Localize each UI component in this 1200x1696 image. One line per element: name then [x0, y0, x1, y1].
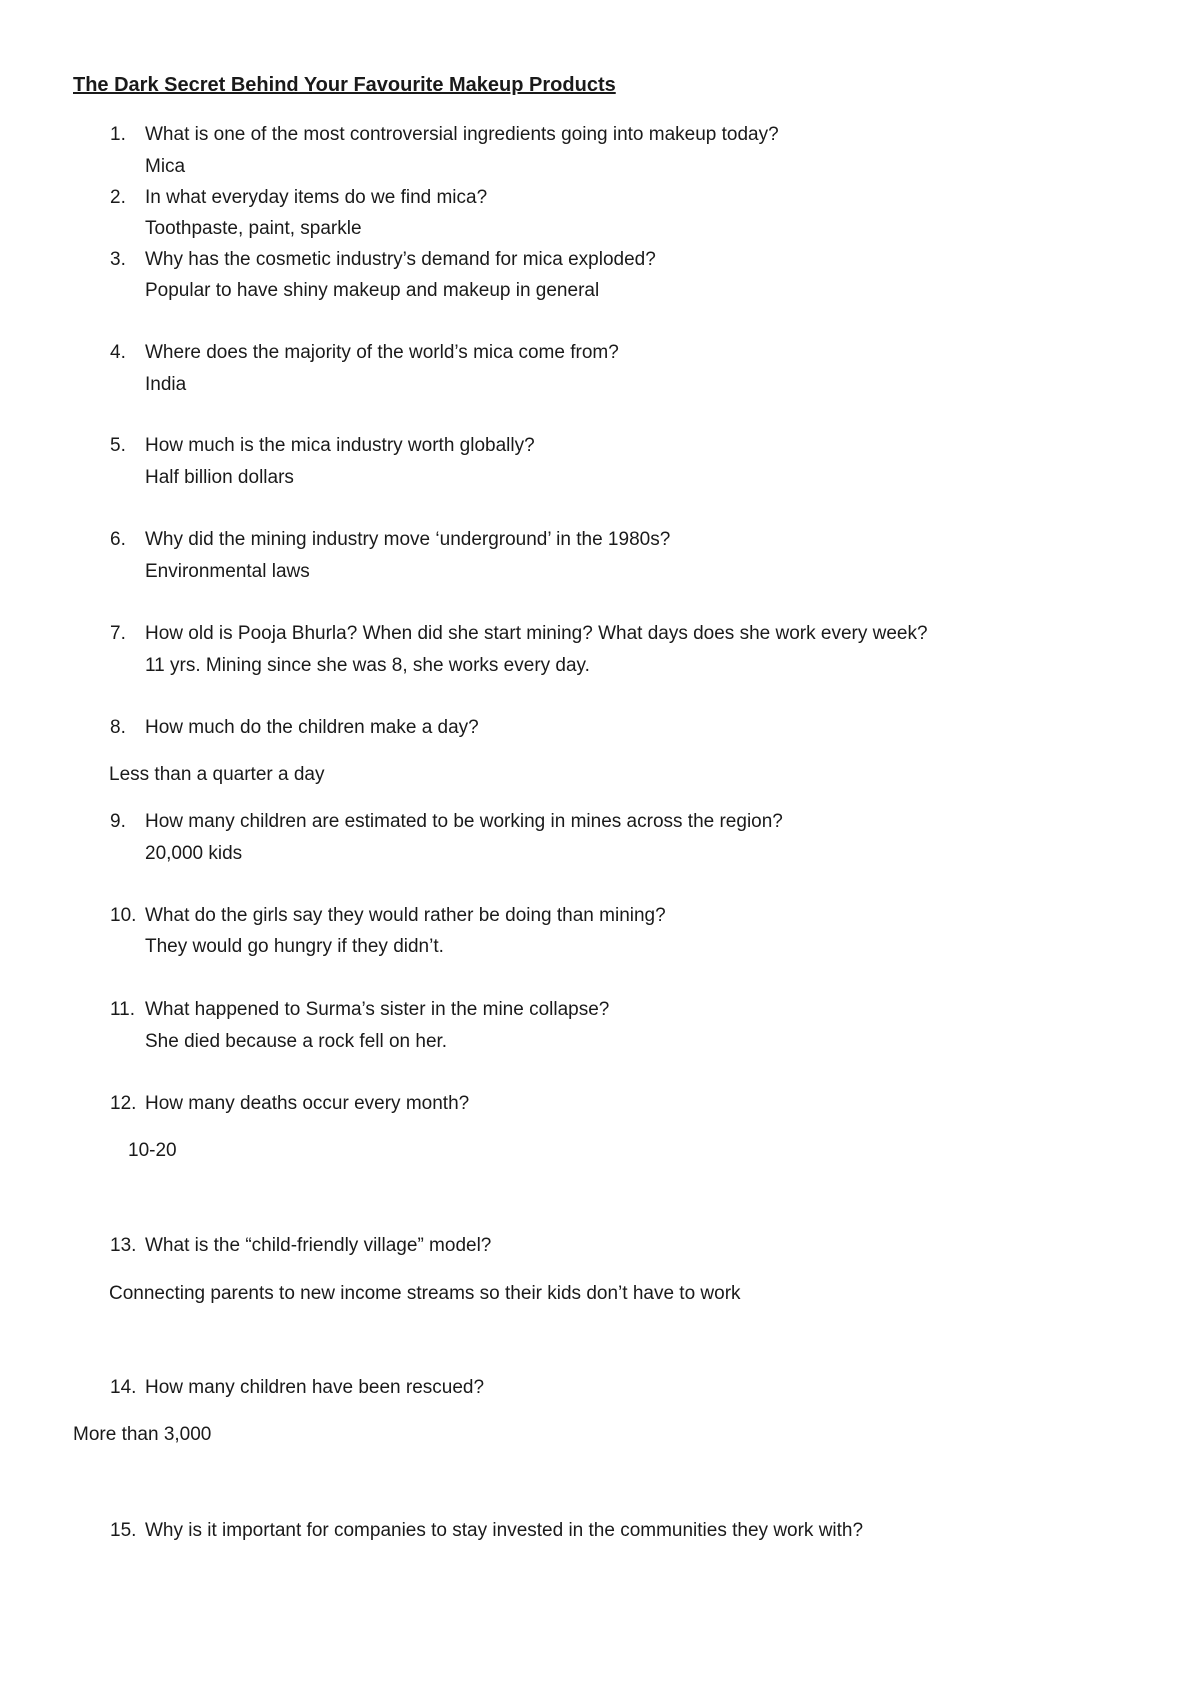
question-text: How many children have been rescued?: [145, 1377, 485, 1398]
question-text: How many children are estimated to be working in mines across the region?: [145, 811, 783, 832]
answer-text: They would go hungry if they didn’t.: [145, 936, 444, 957]
item-number: 15.: [110, 1520, 137, 1541]
answer-text: 10-20: [128, 1140, 177, 1161]
item-number: 2.: [110, 187, 126, 208]
item-number: 1.: [110, 124, 126, 145]
item-number: 13.: [110, 1235, 137, 1256]
item-number: 4.: [110, 342, 126, 363]
item-number: 5.: [110, 435, 126, 456]
item-number: 12.: [110, 1093, 137, 1114]
question-text: Where does the majority of the world’s mica come from?: [145, 342, 619, 363]
question-text: How much do the children make a day?: [145, 717, 479, 738]
item-number: 3.: [110, 249, 126, 270]
item-number: 14.: [110, 1377, 137, 1398]
question-text: Why has the cosmetic industry’s demand for mica exploded?: [145, 249, 656, 270]
item-number: 11.: [110, 999, 136, 1020]
question-text: What do the girls say they would rather be doing than mining?: [145, 905, 666, 926]
item-number: 6.: [110, 529, 126, 550]
question-text: What happened to Surma’s sister in the mine collapse?: [145, 999, 610, 1020]
answer-text: More than 3,000: [73, 1424, 212, 1445]
question-text: How old is Pooja Bhurla? When did she start mining? What days does she work every week?: [145, 623, 928, 644]
question-text: What is one of the most controversial ingredients going into makeup today?: [145, 124, 779, 145]
item-number: 7.: [110, 623, 126, 644]
question-text: How much is the mica industry worth globally?: [145, 435, 535, 456]
answer-text: Toothpaste, paint, sparkle: [145, 218, 362, 239]
question-text: What is the “child-friendly village” model?: [145, 1235, 492, 1256]
answer-text: Mica: [145, 156, 186, 177]
answer-text: Half billion dollars: [145, 467, 294, 488]
question-text: In what everyday items do we find mica?: [145, 187, 488, 208]
question-text: Why did the mining industry move ‘underground’ in the 1980s?: [145, 529, 671, 550]
answer-text: 20,000 kids: [145, 843, 243, 864]
item-number: 8.: [110, 717, 126, 738]
answer-text: Connecting parents to new income streams so their kids don’t have to work: [109, 1283, 741, 1304]
answer-text: India: [145, 374, 187, 395]
question-text: How many deaths occur every month?: [145, 1093, 470, 1114]
document-title: The Dark Secret Behind Your Favourite Makeup Products: [73, 74, 616, 96]
answer-text: 11 yrs. Mining since she was 8, she works every day.: [145, 655, 590, 676]
item-number: 9.: [110, 811, 126, 832]
item-number: 10.: [110, 905, 137, 926]
answer-text: Less than a quarter a day: [109, 764, 325, 785]
answer-text: Environmental laws: [145, 561, 310, 582]
answer-text: Popular to have shiny makeup and makeup in general: [145, 280, 600, 301]
answer-text: She died because a rock fell on her.: [145, 1031, 448, 1052]
question-text: Why is it important for companies to stay invested in the communities they work with?: [145, 1520, 864, 1541]
